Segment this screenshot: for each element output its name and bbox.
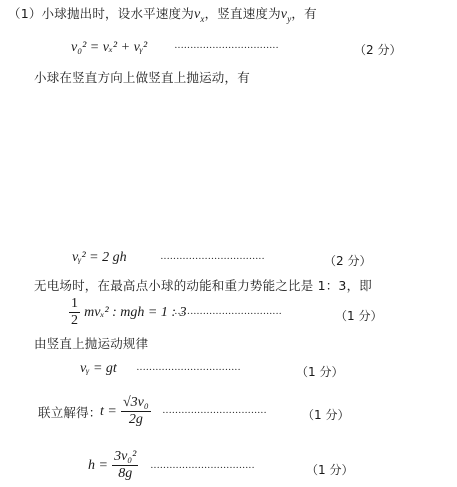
equation-velocity-sum: v₀² = vₓ² + vᵧ²: [71, 40, 148, 55]
fraction-h: $\frac{\text{3v₀²}}{8g}$: [114, 449, 137, 481]
equation-energy-ratio: [69, 296, 187, 330]
fraction-one-half: $\frac{1}{2}$: [71, 296, 78, 328]
line-energy-ratio: 无电场时，在最高点小球的动能和重力势能之比是 1：3，即: [34, 278, 372, 293]
fraction-t: $\frac{\text{√3v₀}}{2g}$: [122, 395, 149, 427]
dot-leader: ·································: [150, 462, 255, 474]
dot-leader: ·································: [174, 42, 279, 54]
equation-h-solution: h = $\frac{\text{3v₀²}}{8g}$: [88, 449, 137, 481]
equation-vy-squared: vᵧ² = 2 gh: [72, 250, 127, 265]
score-label: （2 分）: [324, 254, 372, 268]
score-label: （2 分）: [354, 43, 402, 57]
dot-leader: ··································: [174, 308, 282, 320]
energy-ratio-expression: mvₓ² : mgh = 1 : 3: [84, 305, 187, 320]
intro-text: （1）小球抛出时，设水平速度为: [8, 6, 194, 21]
score-label: （1 分）: [335, 309, 383, 323]
vx-symbol: $v_x$: [193, 7, 205, 24]
vy-symbol: $v_y$: [280, 7, 292, 24]
line-solve-label: 联立解得：: [38, 405, 102, 420]
dot-leader: ·································: [160, 253, 265, 265]
score-label: （1 分）: [306, 463, 354, 477]
score-label: （1 分）: [302, 408, 350, 422]
dot-leader: ·································: [162, 407, 267, 419]
line-intro: [8, 6, 317, 23]
dot-leader: ·································: [136, 364, 241, 376]
intro-end-text: ，有: [291, 6, 317, 21]
equation-vy-gt: vᵧ = gt: [80, 361, 117, 376]
line-vertical-motion: 小球在竖直方向上做竖直上抛运动，有: [34, 70, 250, 85]
line-projectile-law: 由竖直上抛运动规律: [34, 336, 149, 351]
score-label: （1 分）: [296, 365, 344, 379]
equation-t-solution: t = $\frac{\text{√3v₀}}{2g}$: [100, 395, 149, 427]
intro-mid-text: ，竖直速度为: [204, 6, 281, 21]
